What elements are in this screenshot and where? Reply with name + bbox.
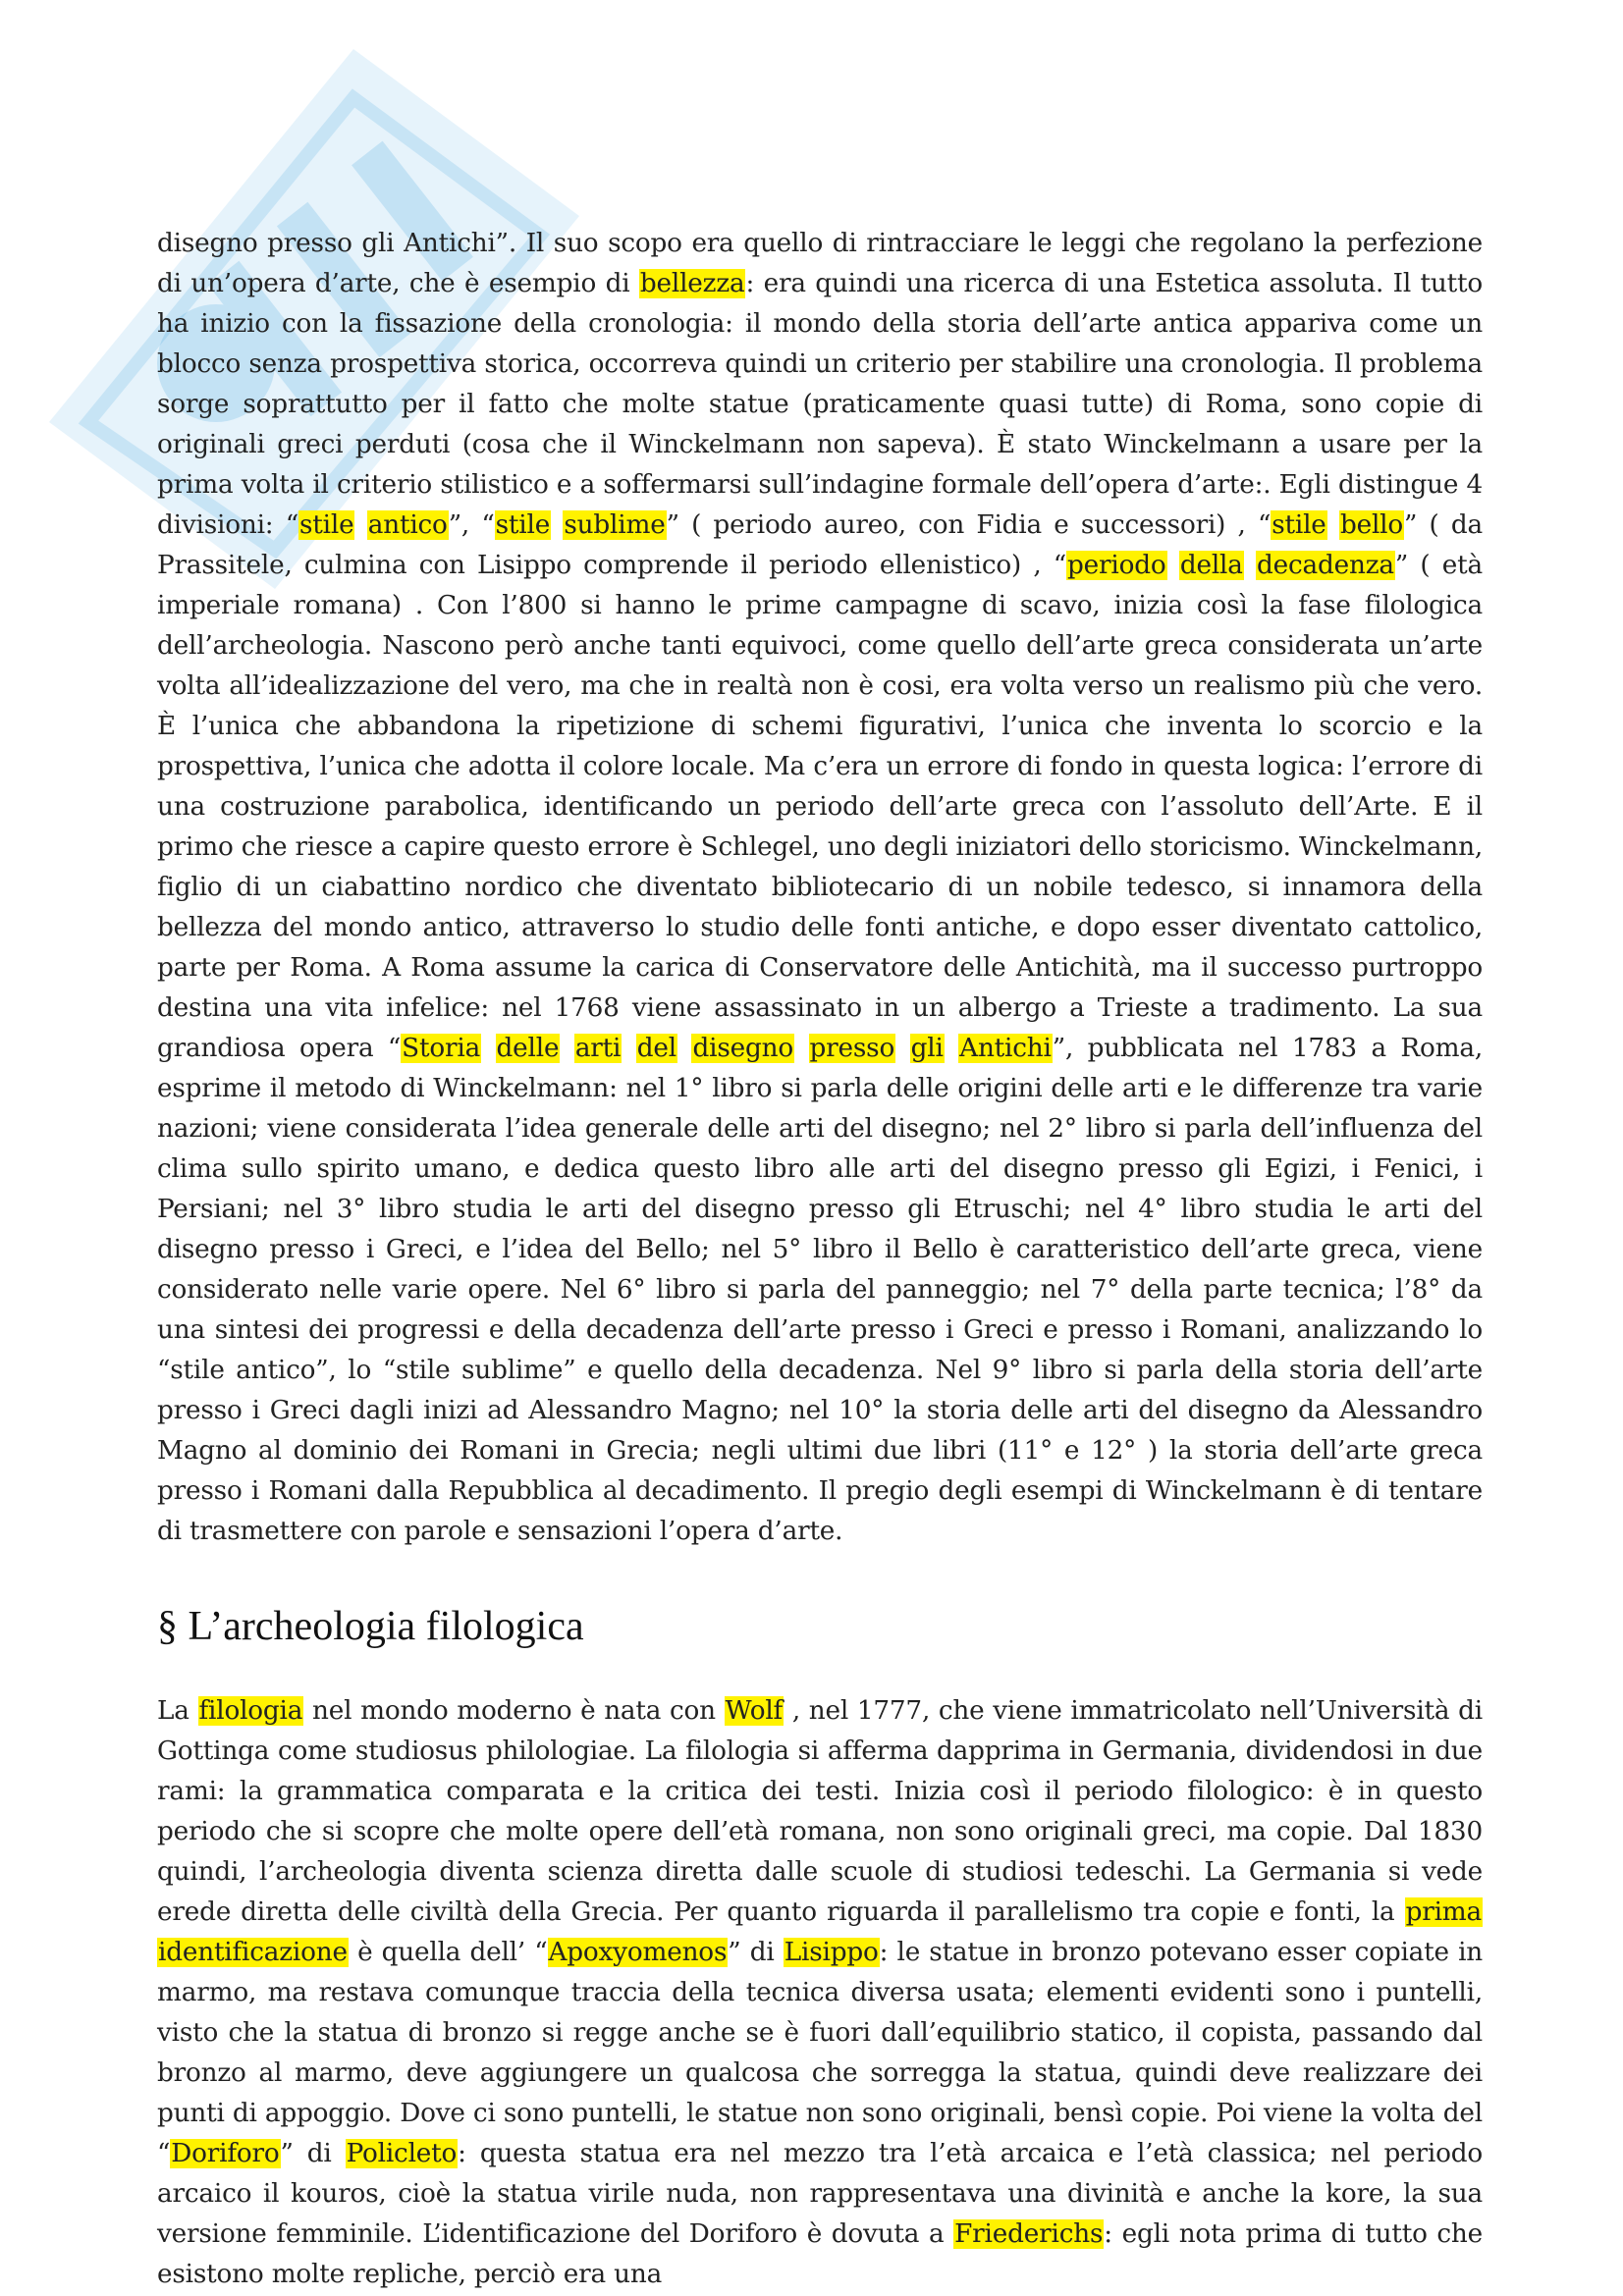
highlighted-term: Antichi xyxy=(959,1034,1052,1063)
text-run: ” ( età imperiale romana) . Con l’800 si hanno le prime campagne di scavo, inizia così la fase filologica dell’archeologia. Nascono però anche tanti equivoci, come quello dell’arte greca considerata un’arte volta all’idealizzazione del vero, ma che in realtà non è cosi, era volta verso un realismo più che vero. È l’unica che abbandona la ripetizione di schemi figurativi, l’unica che inventa lo scorcio e la prospettiva, l’unica che adotta il colore locale. Ma c’era un errore di fondo in questa logica: l’errore di una costruzione parabolica, identificando un periodo dell’arte greca con l’assoluto dell’Arte. E il primo che riesce a capire questo errore è Schlegel, uno degli iniziatori dello storicismo. Winckelmann, figlio di un ciabattino nordico che diventato bibliotecario di un nobile tedesco, si innamora della bellezza del mondo antico, attraverso lo studio delle fonti antiche, e dopo esser diventato cattolico, parte per Roma. A Roma assume la carica di Conservatore delle Antichità, ma il successo purtroppo destina una vita infelice: nel 1768 viene assassinato in un albergo a Trieste a tradimento. La sua grandiosa opera “ xyxy=(157,551,1483,1063)
text-run xyxy=(945,1034,959,1063)
text-run xyxy=(354,510,366,540)
highlighted-term: disegno xyxy=(692,1034,793,1063)
text-run: ”, pubblicata nel 1783 a Roma, esprime il metodo di Winckelmann: nel 1° libro si parla delle origini delle arti e le differenze tra varie nazioni; viene considerata l’idea generale delle arti del disegno; nel 2° libro si parla dell’influenza del clima sullo spirito umano, e dedica questo libro alle arti del disegno presso gli Egizi, i Fenici, i Persiani; nel 3° libro studia le arti del disegno presso gli Etruschi; nel 4° libro studia le arti del disegno presso i Greci, e l’idea del Bello; nel 5° libro il Bello è caratteristico dell’arte greca, viene considerato nelle varie opere. Nel 6° libro si parla del panneggio; nel 7° della parte tecnica; l’8° da una sintesi dei progressi e della decadenza dell’arte presso i Greci e presso i Romani, analizzando lo “stile antico”, lo “stile sublime” e quello della decadenza. Nel 9° libro si parla della storia dell’arte presso i Greci dagli inizi ad Alessandro Magno; nel 10° la storia delle arti del disegno da Alessandro Magno al dominio dei Romani in Grecia; negli ultimi due libri (11° e 12° ) la storia dell’arte greca presso i Romani dalla Repubblica al decadimento. Il pregio degli esempi di Winckelmann è di tentare di trasmettere con parole e sensazioni l’opera d’arte. xyxy=(157,1034,1484,1546)
highlighted-term: stile xyxy=(495,510,551,540)
highlighted-term: arti xyxy=(574,1034,622,1063)
text-run: ”, “ xyxy=(448,510,495,540)
highlighted-term: sublime xyxy=(564,510,666,540)
text-run: : era quindi una ricerca di una Estetica assoluta. Il tutto ha inizio con la fissazione della cronologia: il mondo della storia dell’arte antica appariva come un blocco senza prospettiva storica, occorreva quindi un criterio per stabilire una cronologia. Il problema sorge soprattutto per il fatto che molte statue (praticamente quasi tutte) di Roma, sono copie di originali greci perduti (cosa che il Winckelmann non sapeva). È stato Winckelmann a usare per la prima volta il criterio stilistico e a soffermarsi sull’indagine formale dell’opera d’arte:. Egli distingue 4 divisioni: “ xyxy=(157,269,1483,540)
highlighted-term: stile xyxy=(298,510,354,540)
highlighted-term: Apoxyomenos xyxy=(548,1938,728,1967)
text-run: disegno presso gli Antichi”. Il suo scopo era quello di rintracciare le leggi che regolano la perfezione di un’opera d’arte, che è esempio di xyxy=(157,229,1483,298)
text-run: ” di xyxy=(280,2139,346,2168)
highlighted-term: prima xyxy=(1405,1897,1482,1927)
highlighted-term: Policleto xyxy=(346,2139,458,2168)
highlighted-term: delle xyxy=(496,1034,560,1063)
paragraph-archeologia-filologica xyxy=(157,1691,1483,2295)
text-run xyxy=(1244,551,1256,580)
text-run xyxy=(551,510,563,540)
text-run: : le statue in bronzo potevano esser copiate in marmo, ma restava comunque traccia della tecnica diversa usata; elementi evidenti sono i puntelli, visto che la statua di bronzo si regge anche se è fuori dall’equilibrio statico, il copista, passando dal bronzo al marmo, deve aggiungere un qualcosa che sorregga la statua, quindi deve realizzare dei punti di appoggio. Dove ci sono puntelli, le statue non sono originali, bensì copie. Poi viene la volta del “ xyxy=(157,1938,1484,2168)
highlighted-term: presso xyxy=(809,1034,895,1063)
highlighted-term: bellezza xyxy=(639,269,745,298)
highlighted-term: Wolf xyxy=(725,1696,784,1726)
highlighted-term: bello xyxy=(1339,510,1404,540)
text-run: è quella dell’ “ xyxy=(348,1938,548,1967)
text-run xyxy=(481,1034,496,1063)
highlighted-term: Lisippo xyxy=(784,1938,879,1967)
highlighted-term: filologia xyxy=(198,1696,303,1726)
text-run xyxy=(895,1034,910,1063)
highlighted-term: Friederichs xyxy=(954,2219,1104,2249)
text-run xyxy=(1167,551,1179,580)
highlighted-term: gli xyxy=(910,1034,944,1063)
text-run: ” ( periodo aureo, con Fidia e successori) , “ xyxy=(666,510,1271,540)
highlighted-term: Storia xyxy=(402,1034,481,1063)
text-run: ” ( da Prassitele, culmina con Lisippo comprende il periodo ellenistico) , “ xyxy=(157,510,1484,580)
highlighted-term: stile xyxy=(1271,510,1326,540)
text-run: : egli nota prima di tutto che esistono molte repliche, perciò era una xyxy=(157,2219,1484,2289)
highlighted-term: Doriforo xyxy=(171,2139,280,2168)
text-run xyxy=(1327,510,1339,540)
text-run: La xyxy=(157,1696,198,1726)
highlighted-term: del xyxy=(636,1034,676,1063)
paragraph-winckelmann xyxy=(157,224,1483,1552)
text-run: nel mondo moderno è nata con xyxy=(303,1696,725,1726)
text-run: : questa statua era nel mezzo tra l’età arcaica e l’età classica; nel periodo arcaico il kouros, cioè la statua virile nuda, non rappresentava una divinità e anche la kore, la sua versione femminile. L’identificazione del Doriforo è dovuta a xyxy=(157,2139,1484,2249)
highlighted-term: della xyxy=(1179,551,1243,580)
text-run xyxy=(677,1034,692,1063)
text-run: , nel 1777, che viene immatricolato nell’Università di Gottinga come studiosus philologiae. La filologia si afferma dapprima in Germania, dividendosi in due rami: la grammatica comparata e la critica dei testi. Inizia così il periodo filologico: è in questo periodo che si scopre che molte opere dell’età romana, non sono originali greci, ma copie. Dal 1830 quindi, l’archeologia diventa scienza diretta dalle scuole di studiosi tedeschi. La Germania si vede erede diretta delle civiltà della Grecia. Per quanto riguarda il parallelismo tra copie e fonti, la xyxy=(157,1696,1483,1927)
highlighted-term: periodo xyxy=(1067,551,1166,580)
highlighted-term: antico xyxy=(367,510,448,540)
text-run xyxy=(560,1034,574,1063)
document-body xyxy=(157,224,1483,2295)
text-run xyxy=(794,1034,809,1063)
highlighted-term: identificazione xyxy=(158,1938,348,1967)
section-heading: § L’archeologia filologica xyxy=(157,1604,584,1649)
text-run xyxy=(622,1034,636,1063)
highlighted-term: decadenza xyxy=(1257,551,1394,580)
text-run: ” di xyxy=(728,1938,784,1967)
